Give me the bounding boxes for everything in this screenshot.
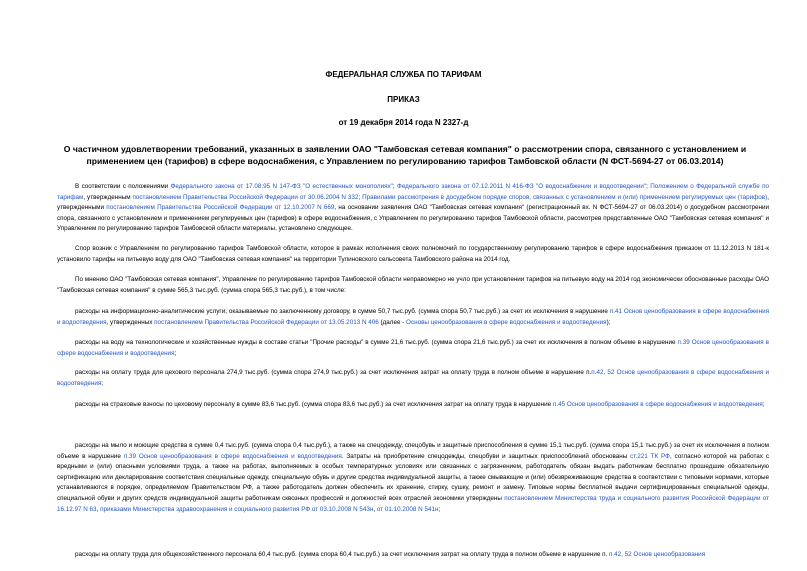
text-run: ; xyxy=(101,379,104,387)
resolution-332-link[interactable]: постановлением Правительства Российской Федерации от 30.06.2004 N 332 xyxy=(132,193,359,201)
text-run: ; xyxy=(174,349,177,357)
agency-name: ФЕДЕРАЛЬНАЯ СЛУЖБА ПО ТАРИФАМ xyxy=(325,70,482,79)
text-run: , xyxy=(373,505,377,513)
labor-code-221-link[interactable]: ст.221 ТК РФ xyxy=(630,452,670,460)
resolution-63-link[interactable]: постановлением Министерства труда и социального развития Российской Федерации от 16.12.97 N 63 xyxy=(57,494,769,513)
basics-p42-52-link[interactable]: п.42, 52 Основ ценообразования xyxy=(609,551,706,558)
paragraph-info-services xyxy=(57,307,769,328)
paragraph-protective-equipment xyxy=(57,441,769,515)
text-run: , утвержденным xyxy=(83,193,133,201)
paragraph-workshop-payroll xyxy=(57,368,769,389)
text-run: , на основании заявления ОАО "Тамбовская сетевая компания" (регистрационный вх. N ФСТ-5694-27 от 06.03.2014) о досудебном рассмотрении спора, связанного с установлением и применением регулируемых цен (тарифов) в сфере водоснабжения, с Управлением по регулированию тарифов Тамбовской области, рассмотрев представленные ОАО "Тамбовская сетевая компания" и Управлением по регулированию тарифов Тамбовской области материалы, установлено следующее. xyxy=(57,204,769,233)
text-run: ; xyxy=(358,193,363,201)
order-541n-link[interactable]: от 01.10.2008 N 541н xyxy=(376,505,439,513)
paragraph-company-position: По мнению ОАО "Тамбовская сетевая компания", Управление по регулированию тарифов Тамбовской области неправомерно не учло при установлении тарифов на питьевую воду на 2014 год экономически обоснованные расходы ОАО "Тамбовская сетевая компания" в сумме 565,3 тыс.руб. (сумма спора 565,3 тыс.руб.), в том числе: xyxy=(57,276,769,294)
text-run: , утвержденными xyxy=(57,193,770,212)
law-link-416fz[interactable]: Федерального закона от 07.12.2011 N 416-ФЗ "О водоснабжении и водоотведении" xyxy=(397,183,647,190)
document-type: ПРИКАЗ xyxy=(387,95,420,104)
resolution-406-link[interactable]: постановлением Правительства Российской Федерации от 13.05.2013 N 406 xyxy=(154,318,379,326)
paragraph-insurance xyxy=(57,400,769,411)
text-run: расходы на оплату труда для общехозяйственного персонала 60,4 тыс.руб. (сумма спора 60,4 тыс.руб.) за счет исключения затрат на оплату труда в полном объеме в нарушение п. xyxy=(75,551,610,558)
text-run: , утвержденных xyxy=(106,318,155,326)
text-run: ); xyxy=(606,318,611,326)
text-run: расходы на страховые взносы по цеховому персоналу в сумме 83,6 тыс.руб. (сумма спора 83,6 тыс.руб.) за счет исключения затрат на оплату труда в нарушение xyxy=(75,401,553,408)
text-run: (далее - xyxy=(378,318,407,326)
dispute-rules-link[interactable]: Правилами рассмотрения в досудебном порядке споров, связанных с установлением и (или) применением регулируемых цен (тарифов) xyxy=(362,193,768,201)
paragraph-dispute: Спор возник с Управлением по регулированию тарифов Тамбовской области, которое в рамках исполнения своих полномочий по государственному регулированию тарифов в сфере водоснабжения приказом от 11.12.2013 N 181-к установило тарифы на питьевую воду для ОАО "Тамбовская сетевая компания" на территории Тулиновского сельсовета Тамбовского района на 2014 год. xyxy=(57,245,769,263)
text-run: ; xyxy=(762,401,765,408)
basics-link[interactable]: Основы ценообразования в сфере водоснабжения и водоотведения xyxy=(406,318,607,326)
resolution-669-link[interactable]: постановлением Правительства Российской Федерации от 12.10.2007 N 669 xyxy=(106,204,335,212)
paragraph-water-costs xyxy=(57,338,769,359)
basics-p42-52-link[interactable]: п.42, 52 Основ ценообразования в сфере водоснабжения и водоотведения xyxy=(57,369,770,387)
text-run: расходы на информационно-аналитические услуги, оказываемые по заключенному договору, в сумме 50,7 тыс.руб. (сумма спора 50,7 тыс.руб.) за счет их исключения в нарушение xyxy=(75,308,610,315)
document-title: О частичном удовлетворении требований, указанных в заявлении ОАО "Тамбовская сетевая компания" о рассмотрении спора, связанного с установлением и применением цен (тарифов) в сфере водоснабжения, с Управлением по регулированию тарифов Тамбовской области (N ФСТ-5694-27 от 06.03.2014) xyxy=(63,144,747,166)
paragraph-general-payroll xyxy=(57,550,769,561)
text-run: расходы на оплату труда для цехового персонала 274,9 тыс.руб. (сумма спора 274,9 тыс.руб.) за счет исключения затрат на оплату труда в полном объеме в нарушение п. xyxy=(75,369,592,376)
text-run: , xyxy=(96,505,101,513)
order-543n-link[interactable]: приказами Министерства здравоохранения и социального развития РФ от 03.10.2008 N 543н xyxy=(100,505,374,513)
document-date-number: от 19 декабря 2014 года N 2327-д xyxy=(338,118,469,127)
text-run: , согласно которой на работах с вредными и (или) опасными условиями труда, а также на работах, выполняемых в особых температурных условиях или связанных с загрязнением, работодатель обязан выдать работникам бесплатно прошедшие обязательную сертификацию или декларирование соответствия специальные одежду, специальную обувь и другие средства индивидуальной защиты, а также смывающие и (или) обезвреживающие средства в соответствии с типовыми нормами, которые устанавливаются в порядке, определяемом Правительством РФ, а также работодатель должен обеспечить их хранение, стирку, сушку, ремонт и замену. Типовые нормы бесплатной выдачи сертифицированных специальной одежды, специальной обуви и других средств индивидуальной защиты работникам сквозных профессий и должностей всех отраслей экономики утверждены xyxy=(57,452,769,502)
basics-p39-link[interactable]: п.39 Основ ценообразования в сфере водоснабжения и водоотведения xyxy=(57,339,769,357)
text-run: расходы на воду на технологические и хозяйственные нужды в составе статьи "Прочие расходы" в сумме 21,6 тыс.руб. (сумма спора 21,6 тыс.руб.) за счет их исключения в полном объеме в нарушение xyxy=(75,339,678,346)
text-run: В соответствии с положениями xyxy=(75,183,171,190)
text-run: ; xyxy=(646,183,651,190)
text-run: ; xyxy=(438,505,441,513)
text-run: расходы на мыло и моющие средства в сумме 0,4 тыс.руб. (сумма спора 0,4 тыс.руб.), а также на спецодежду, спецобувь и защитные приспособления в сумме 15,1 тыс.руб. (сумма спора 15,1 тыс.руб.) за счет их исключения в полном объеме в нарушение xyxy=(57,442,769,460)
law-link-147fz[interactable]: Федерального закона от 17.08.95 N 147-ФЗ "О естественных монополиях" xyxy=(170,183,393,190)
text-run: ; xyxy=(392,183,398,190)
fst-regulation-link[interactable]: Положением о Федеральной службе по тарифам xyxy=(57,183,769,201)
basics-p39-link[interactable]: п.39 Основ ценообразования в сфере водоснабжения и водоотведения xyxy=(123,452,342,460)
paragraph-legal-basis xyxy=(57,182,769,235)
basics-p45-link[interactable]: п.45 Основ ценообразования в сфере водоснабжения и водоотведения xyxy=(552,401,763,408)
text-run: . Затраты на приобретение спецодежды, спецобуви и защитных приспособлений обоснованы xyxy=(341,452,631,460)
basics-p41-link[interactable]: п.41 Основ ценообразования в сфере водоснабжения и водоотведения xyxy=(57,308,770,326)
